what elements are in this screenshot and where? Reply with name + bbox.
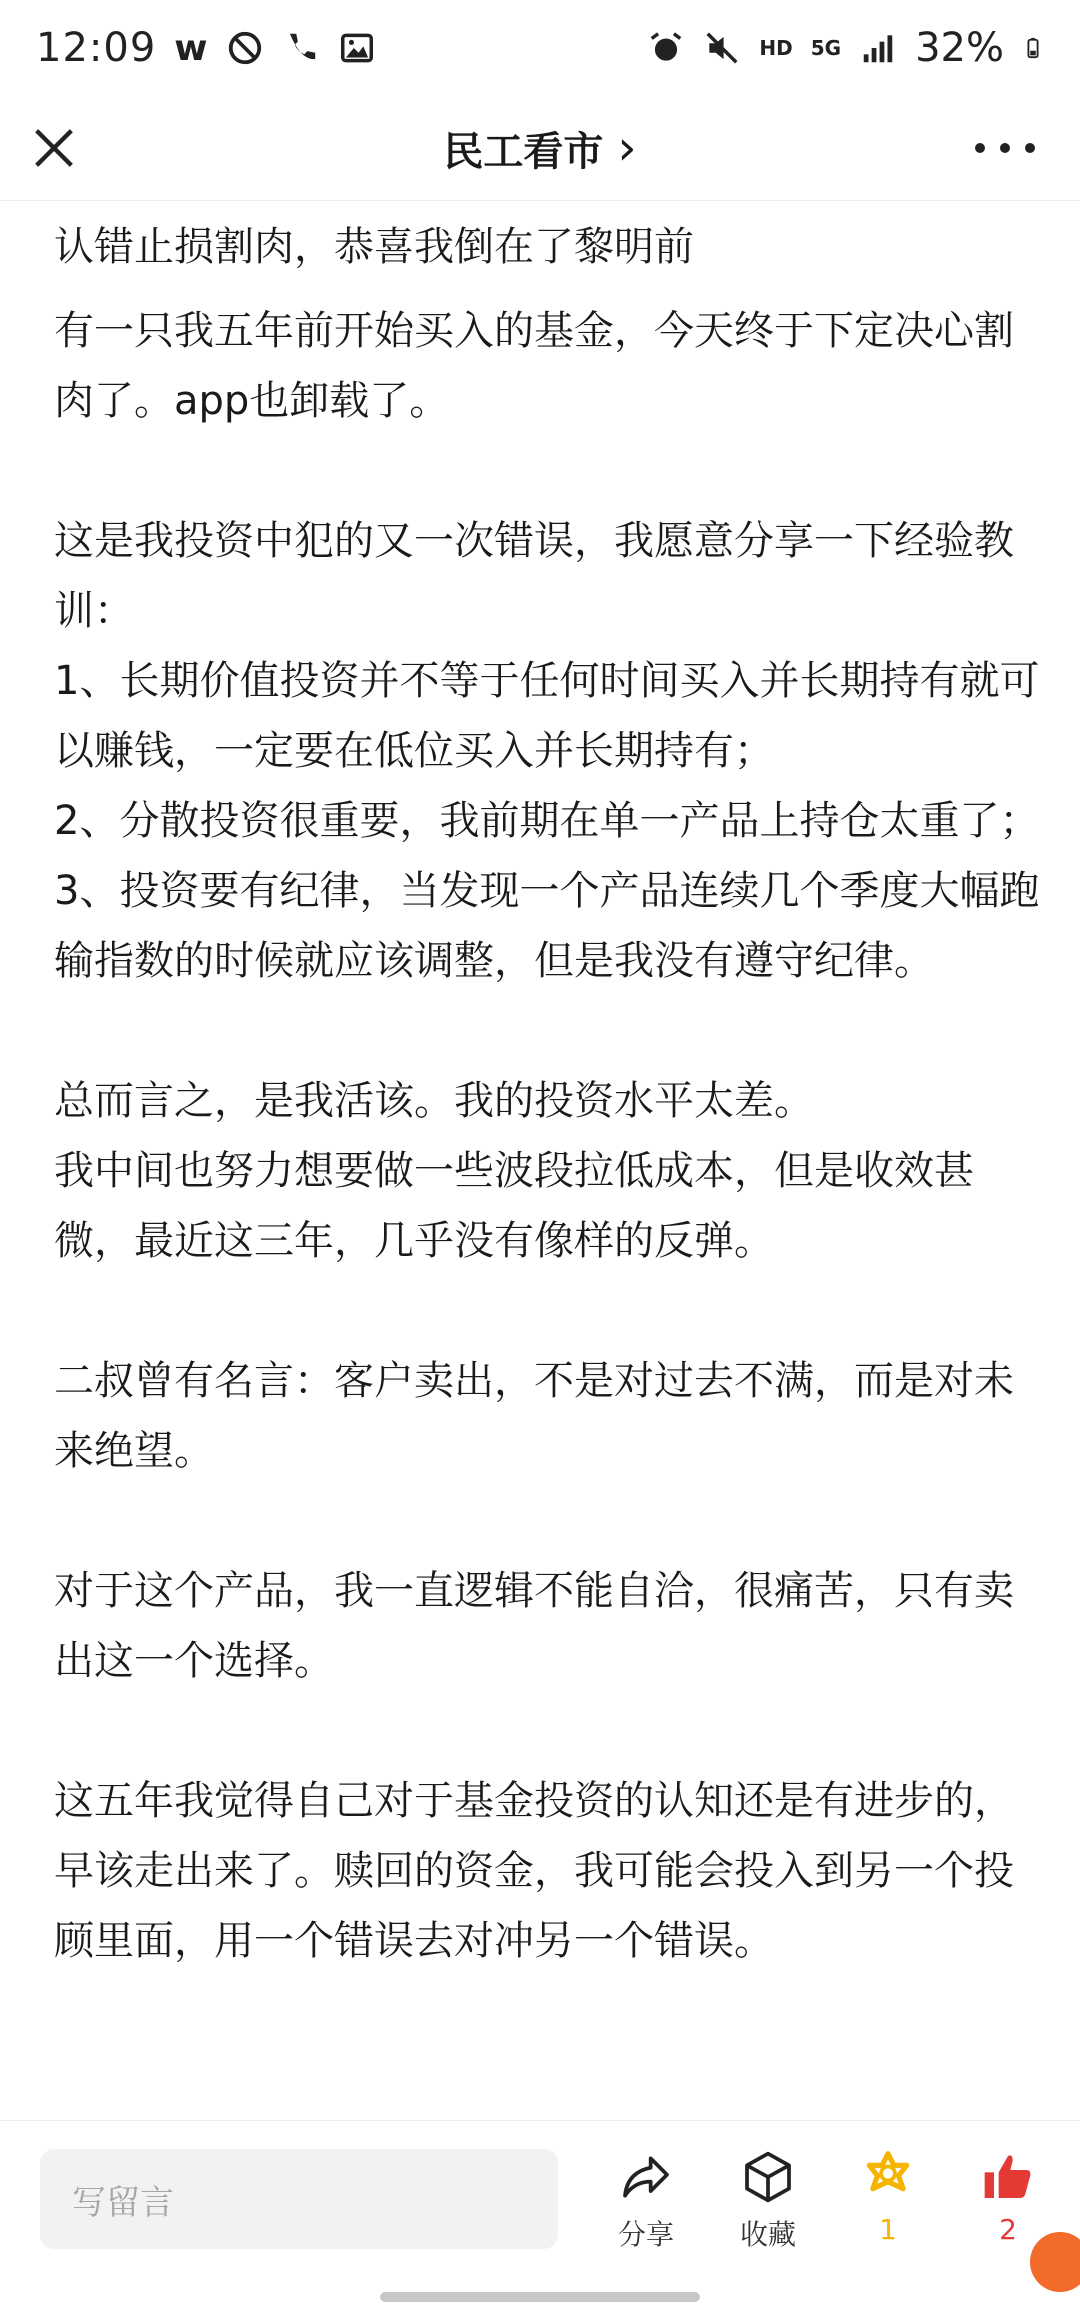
article-content — [54, 212, 1044, 1976]
signal-icon — [859, 29, 897, 67]
account-name: 民工看市 — [443, 128, 604, 175]
paragraph-gap — [54, 1696, 1044, 1766]
paragraph: 总而言之，是我活该。我的投资水平太差。 — [54, 1078, 814, 1124]
status-right — [647, 25, 1044, 71]
thumbs-up-icon — [980, 2149, 1036, 2205]
favorite-label: 收藏 — [739, 2218, 796, 2251]
paragraph-gap — [54, 996, 1044, 1066]
share-label: 分享 — [617, 2218, 674, 2251]
status-bar — [0, 0, 1080, 96]
star-icon — [860, 2149, 916, 2205]
paragraph: 3、投资要有纪律，当发现一个产品连续几个季度大幅跑输指数的时候就应该调整，但是我没有遵守纪律。 — [54, 868, 1040, 984]
paragraph-gap — [54, 1276, 1044, 1346]
paragraph: 这五年我觉得自己对于基金投资的认知还是有进步的，早该走出来了。赎回的资金，我可能会投入到另一个投顾里面，用一个错误去对冲另一个错误。 — [54, 1778, 1014, 1964]
recommend-button[interactable] — [828, 2149, 948, 2289]
more-options-icon[interactable] — [970, 130, 1040, 166]
share-icon — [618, 2149, 674, 2205]
phone-location-icon — [282, 29, 320, 67]
mute-icon — [703, 29, 741, 67]
paragraph: 二叔曾有名言：客户卖出，不是对过去不满，而是对未来绝望。 — [54, 1358, 1014, 1474]
paragraph: 对于这个产品，我一直逻辑不能自洽，很痛苦，只有卖出这一个选择。 — [54, 1568, 1014, 1684]
alarm-icon — [647, 29, 685, 67]
close-icon[interactable] — [28, 122, 80, 174]
paragraph: 1、长期价值投资并不等于任何时间买入并长期持有就可以赚钱，一定要在低位买入并长期持有； — [54, 658, 1040, 774]
comment-input[interactable] — [40, 2149, 558, 2249]
app-letter-icon: w — [174, 27, 208, 69]
share-button[interactable] — [586, 2149, 706, 2289]
chevron-right-icon: › — [617, 120, 637, 176]
like-count: 2 — [999, 2213, 1017, 2246]
article-title: 认错止损割肉，恭喜我倒在了黎明前 — [54, 224, 694, 270]
favorite-button[interactable] — [708, 2149, 828, 2289]
status-time: 12:09 — [36, 25, 157, 71]
article-body — [54, 296, 1044, 1976]
cube-icon — [740, 2149, 796, 2205]
paragraph: 2、分散投资很重要，我前期在单一产品上持仓太重了； — [54, 798, 1040, 844]
5g-indicator: 5G — [810, 36, 842, 60]
account-title-link[interactable] — [443, 120, 636, 177]
paragraph: 有一只我五年前开始买入的基金，今天终于下定决心割肉了。app也卸载了。 — [54, 308, 1014, 424]
battery-icon — [1022, 29, 1044, 67]
home-indicator[interactable] — [380, 2292, 700, 2302]
recommend-count: 1 — [879, 2213, 897, 2246]
paragraph-gap — [54, 436, 1044, 506]
paragraph-gap — [54, 1486, 1044, 1556]
battery-percent: 32% — [915, 25, 1004, 71]
bottom-action-bar — [0, 2120, 1080, 2317]
paragraph: 我中间也努力想要做一些波段拉低成本，但是收效甚微，最近这三年，几乎没有像样的反弹。 — [54, 1148, 974, 1264]
comment-placeholder: 写留言 — [72, 2182, 174, 2223]
hd-indicator: HD — [759, 36, 793, 60]
nav-bar — [0, 96, 1080, 201]
gallery-icon — [338, 29, 376, 67]
status-left — [36, 25, 376, 71]
blocked-icon — [226, 29, 264, 67]
paragraph: 这是我投资中犯的又一次错误，我愿意分享一下经验教训： — [54, 518, 1014, 634]
